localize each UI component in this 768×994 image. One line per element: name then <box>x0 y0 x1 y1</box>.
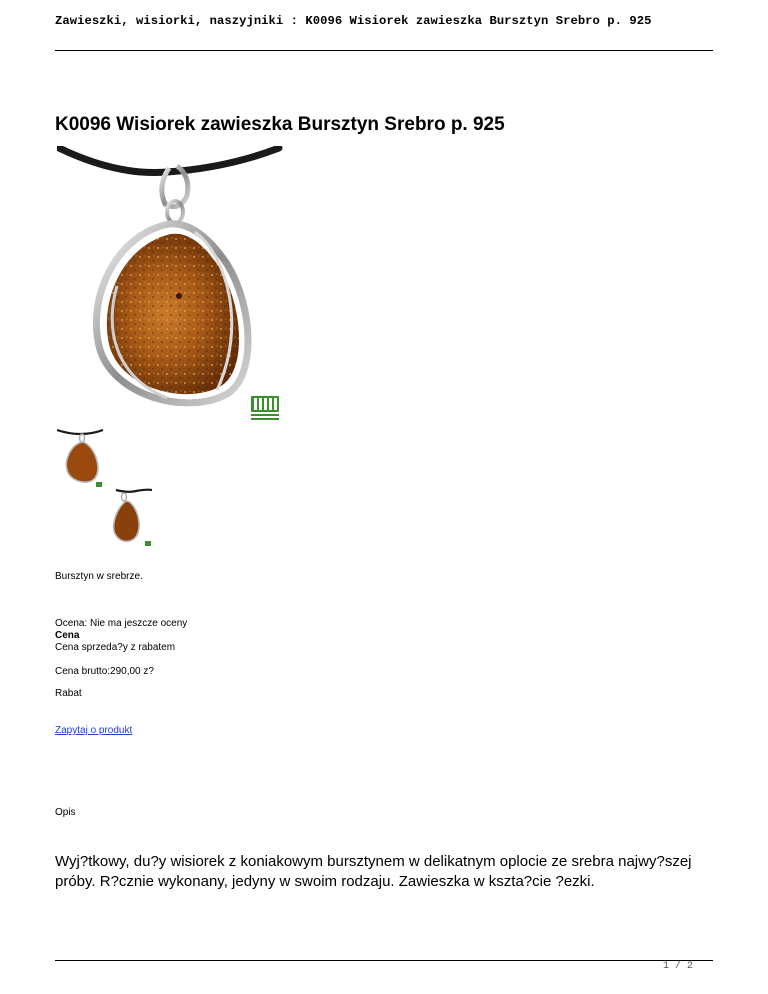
product-thumbnail-1[interactable] <box>57 428 105 490</box>
discount-label: Rabat <box>55 688 82 699</box>
brand-logo <box>251 396 279 420</box>
product-title: K0096 Wisiorek zawieszka Bursztyn Srebro p. 925 <box>55 114 505 135</box>
header-divider <box>55 50 713 51</box>
ask-about-product-link[interactable]: Zapytaj o produkt <box>55 725 133 736</box>
price-heading: Cena <box>55 630 80 641</box>
rating-text: Ocena: Nie ma jeszcze oceny <box>55 618 188 629</box>
short-description: Bursztyn w srebrze. <box>55 571 143 582</box>
price-type-label: Cena sprzeda?y z rabatem <box>55 642 176 653</box>
footer-divider <box>55 960 713 961</box>
description-heading: Opis <box>55 807 76 818</box>
page-number: 1 / 2 <box>663 961 694 972</box>
page-header-breadcrumb: Zawieszki, wisiorki, naszyjniki : K0096 Wisiorek zawieszka Bursztyn Srebro p. 925 <box>55 14 652 28</box>
product-thumbnail-2[interactable] <box>106 487 154 549</box>
product-main-image[interactable] <box>57 146 283 422</box>
product-description: Wyj?tkowy, du?y wisiorek z koniakowym bursztynem w delikatnym oplocie ze srebra najwy?szej próby. R?cznie wykonany, jedyny w swoim rodzaju. Zawieszka w kszta?cie ?ezki. <box>55 853 692 890</box>
price-gross: Cena brutto:290,00 z? <box>55 666 154 677</box>
